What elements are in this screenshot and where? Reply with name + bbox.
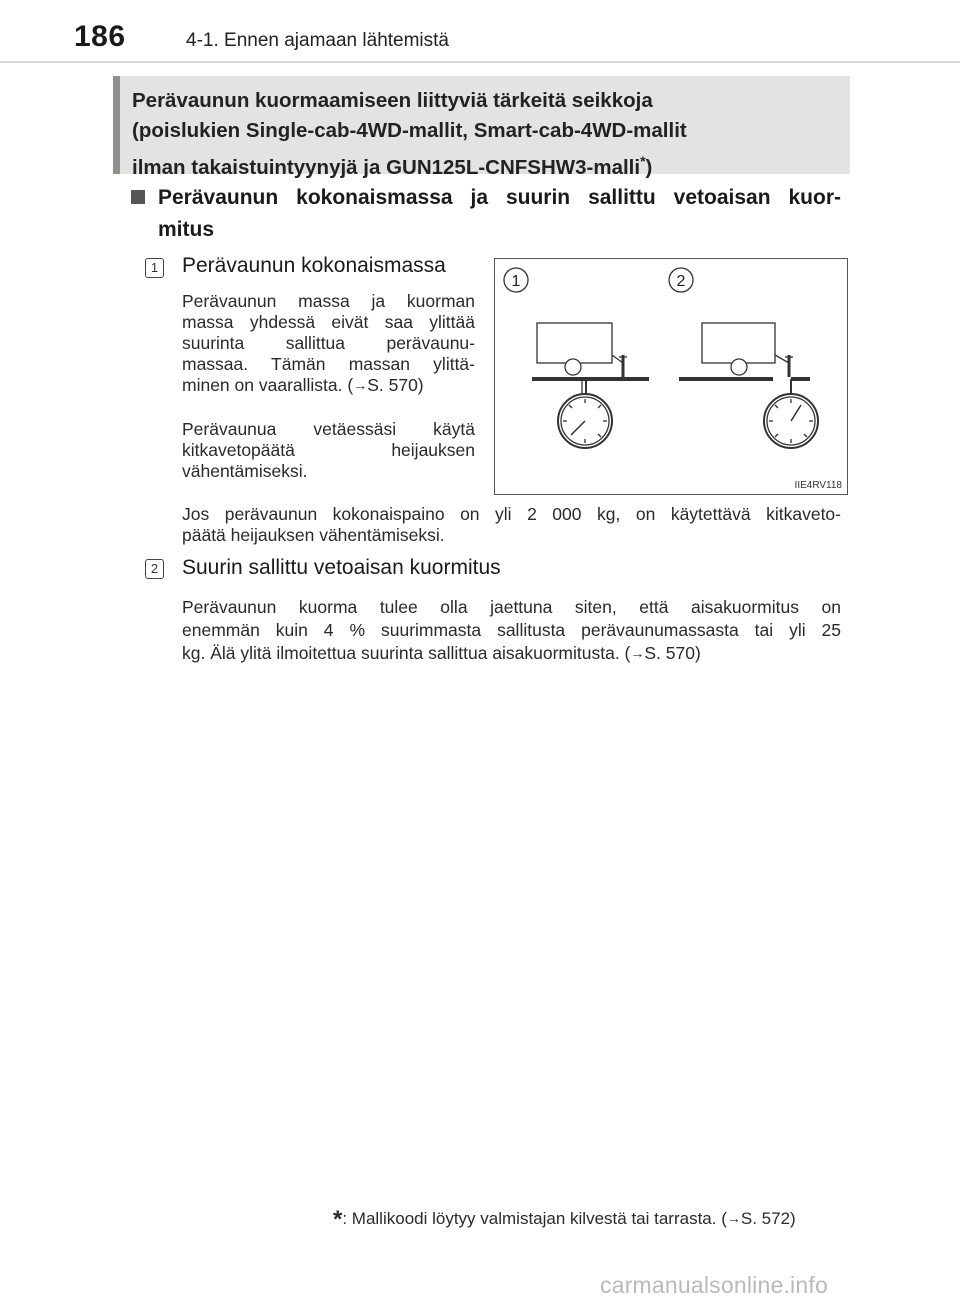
- square-bullet-icon: [131, 190, 145, 204]
- watermark: carmanualsonline.info: [600, 1272, 828, 1298]
- item-1-p1-line-2: massa yhdessä eivät saa ylittää: [182, 312, 475, 332]
- item-2-title: Suurin sallittu vetoaisan kuormitus: [182, 556, 501, 579]
- notice-line-3: [132, 146, 836, 183]
- page-reference-link[interactable]: S. 572): [740, 1209, 796, 1228]
- arrow-right-icon: →: [630, 645, 645, 661]
- footnote-asterisk: *: [640, 153, 646, 169]
- section-title: 4-1. Ennen ajamaan lähtemistä: [186, 30, 449, 51]
- page-reference-link[interactable]: S. 570): [367, 375, 424, 395]
- header-divider: [0, 61, 960, 63]
- item-2-last-text: kg. Älä ylitä ilmoitettua suurinta sallittua aisakuormitusta. (: [182, 643, 631, 663]
- notice-line-3-close: ): [645, 155, 653, 179]
- trailer-weight-illustration: [494, 258, 848, 495]
- trailer-wheel-left: [565, 359, 581, 375]
- item-1-p3-line-1: Jos perävaunun kokonaispaino on yli 2 000 kg, on käytettävä kitkaveto-: [182, 504, 841, 524]
- notice-line-2: (poislukien Single-cab-4WD-mallit, Smart-cab-4WD-mallit: [132, 119, 687, 142]
- topic-heading-line-2: mitus: [158, 218, 215, 241]
- item-1-p2-line-1: Perävaunua vetäessäsi käytä: [182, 419, 475, 439]
- item-2-line-1: Perävaunun kuorma tulee olla jaettuna siten, että aisakuormitus on: [182, 597, 841, 617]
- footnote-star: *: [333, 1206, 343, 1233]
- important-notice-box: [113, 76, 850, 179]
- item-1-title: Perävaunun kokonaismassa: [182, 254, 446, 277]
- item-2-line-2: enemmän kuin 4 % suurimmasta sallitusta perävaunumassasta tai yli 25: [182, 620, 841, 640]
- item-1-p1-line-4: massaa. Tämän massan ylittä-: [182, 354, 475, 374]
- item-1-p1-line-5: [182, 375, 424, 397]
- page-reference-link[interactable]: S. 570): [644, 643, 701, 663]
- trailer-body-left: [537, 323, 612, 363]
- figure-label-2: 2: [676, 273, 686, 290]
- notice-line-1: Perävaunun kuormaamiseen liittyviä tärkeitä seikkoja: [132, 89, 653, 112]
- figure-label-1: 1: [511, 273, 521, 290]
- arrow-right-icon: →: [353, 377, 368, 393]
- item-number-2-badge: 2: [145, 559, 164, 579]
- item-1-p3-line-2: päätä heijauksen vähentämiseksi.: [182, 525, 445, 545]
- footnote: [333, 1206, 796, 1234]
- item-1-p1-line-1: Perävaunun massa ja kuorman: [182, 291, 475, 311]
- arrow-right-icon: →: [726, 1210, 741, 1226]
- notice-line-3-text: ilman takaistuintyynyjä ja GUN125L-CNFSHW3-malli: [132, 155, 641, 179]
- footnote-text: : Mallikoodi löytyy valmistajan kilvestä tai tarrasta. (: [342, 1209, 727, 1228]
- item-2-line-3: [182, 643, 701, 665]
- item-1-p1-line-3: suurinta sallittua perävaunu-: [182, 333, 475, 353]
- item-1-p2-line-3: vähentämiseksi.: [182, 461, 308, 481]
- trailer-wheel-right: [731, 359, 747, 375]
- figure-code: IIE4RV118: [794, 480, 842, 491]
- trailer-body-right: [702, 323, 775, 363]
- item-1-p2-line-2: kitkavetopäätä heijauksen: [182, 440, 475, 460]
- topic-heading-line-1: Perävaunun kokonaismassa ja suurin sallittu vetoaisan kuor-: [158, 186, 841, 209]
- page-number: 186: [74, 20, 126, 53]
- item-number-1-badge: 1: [145, 258, 164, 278]
- item-1-p1-last-text: minen on vaarallista. (: [182, 375, 354, 395]
- trailer-scale-diagram: [495, 259, 849, 496]
